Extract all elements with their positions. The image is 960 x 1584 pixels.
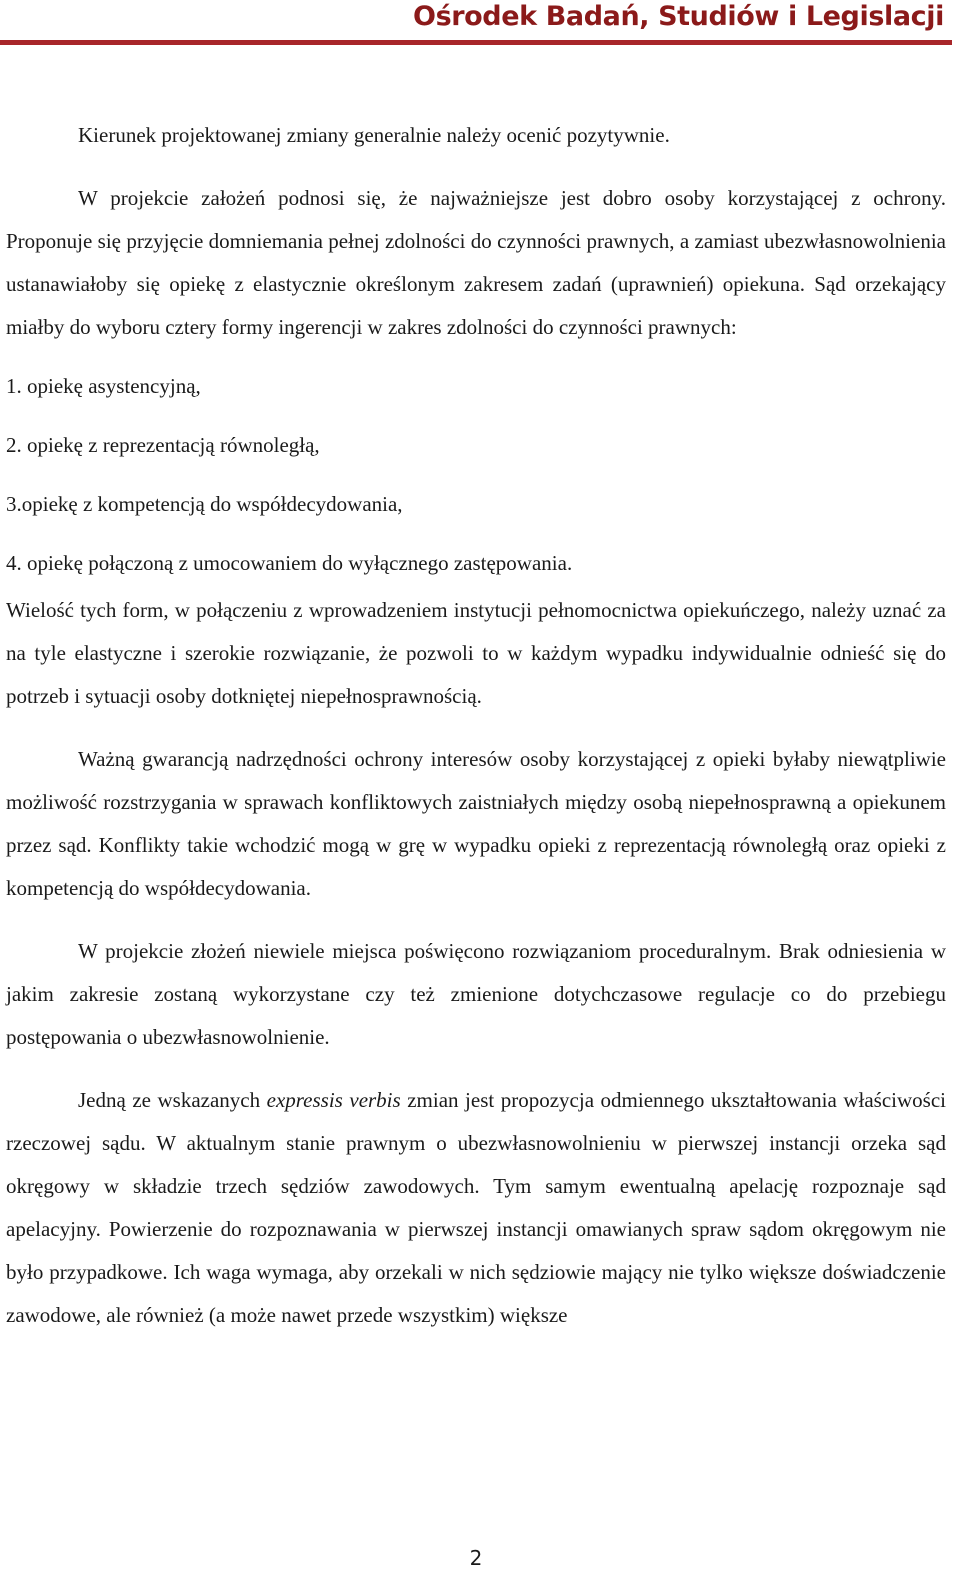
header-rule (0, 40, 952, 45)
header-title: Ośrodek Badań, Studiów i Legislacji (413, 1, 944, 32)
paragraph-5: W projekcie złożeń niewiele miejsca poświęcono rozwiązaniom proceduralnym. Brak odniesienia w jakim zakresie zostaną wykorzystane czy też zmienione dotychczasowe regulacje co do przebiegu postępowania o ubezwłasnowolnienie. (6, 939, 946, 1049)
list-item: 4. opiekę połączoną z umocowaniem do wyłącznego zastępowania. (6, 551, 573, 575)
paragraph-2: W projekcie założeń podnosi się, że najważniejsze jest dobro osoby korzystającej z ochrony. Proponuje się przyjęcie domniemania pełnej zdolności do czynności prawnych, a zamiast ubezwłasnowolnienia ustanawiałoby się opiekę z elastycznie określonym zakresem zadań (uprawnień) opiekuna. Sąd orzekający miałby do wyboru cztery formy ingerencji w zakres zdolności do czynności prawnych: (6, 186, 946, 339)
paragraph-6-rest: zmian jest propozycja odmiennego ukształtowania właściwości rzeczowej sądu. W aktualnym stanie prawnym o ubezwłasnowolnieniu w pierwszej instancji orzeka sąd okręgowy w składzie trzech sędziów zawodowych. Tym samym ewentualną apelację rozpoznaje sąd apelacyjny. Powierzenie do rozpoznawania w pierwszej instancji omawianych spraw sądom okręgowym nie było przypadkowe. Ich waga wymaga, aby orzekali w nich sędziowie mający nie tylko większe doświadczenie zawodowe, ale również (a może nawet przede wszystkim) większe (6, 1088, 946, 1327)
list-item: 2. opiekę z reprezentacją równoległą, (6, 433, 320, 457)
document-body (6, 114, 946, 1337)
list-item: 3.opiekę z kompetencją do współdecydowania, (6, 492, 403, 516)
page-header (0, 0, 952, 44)
paragraph-1: Kierunek projektowanej zmiany generalnie należy ocenić pozytywnie. (78, 123, 670, 147)
forms-list (6, 365, 946, 585)
paragraph-3: Wielość tych form, w połączeniu z wprowadzeniem instytucji pełnomocnictwa opiekuńczego, należy uznać za na tyle elastyczne i szerokie rozwiązanie, że pozwoli to w każdym wypadku indywidualnie odnieść się do potrzeb i sytuacji osoby dotkniętej niepełnosprawnością. (6, 598, 946, 708)
paragraph-6-italic: expressis verbis (266, 1088, 401, 1112)
page-number: 2 (469, 1546, 483, 1570)
list-item: 1. opiekę asystencyjną, (6, 374, 201, 398)
paragraph-6-start: Jedną ze wskazanych (78, 1088, 267, 1112)
paragraph-6 (6, 1079, 946, 1337)
paragraph-4: Ważną gwarancją nadrzędności ochrony interesów osoby korzystającej z opieki byłaby niewątpliwie możliwość rozstrzygania w sprawach konfliktowych zaistniałych między osobą niepełnosprawną a opiekunem przez sąd. Konflikty takie wchodzić mogą w grę w wypadku opieki z reprezentacją równoległą oraz opieki z kompetencją do współdecydowania. (6, 747, 946, 900)
